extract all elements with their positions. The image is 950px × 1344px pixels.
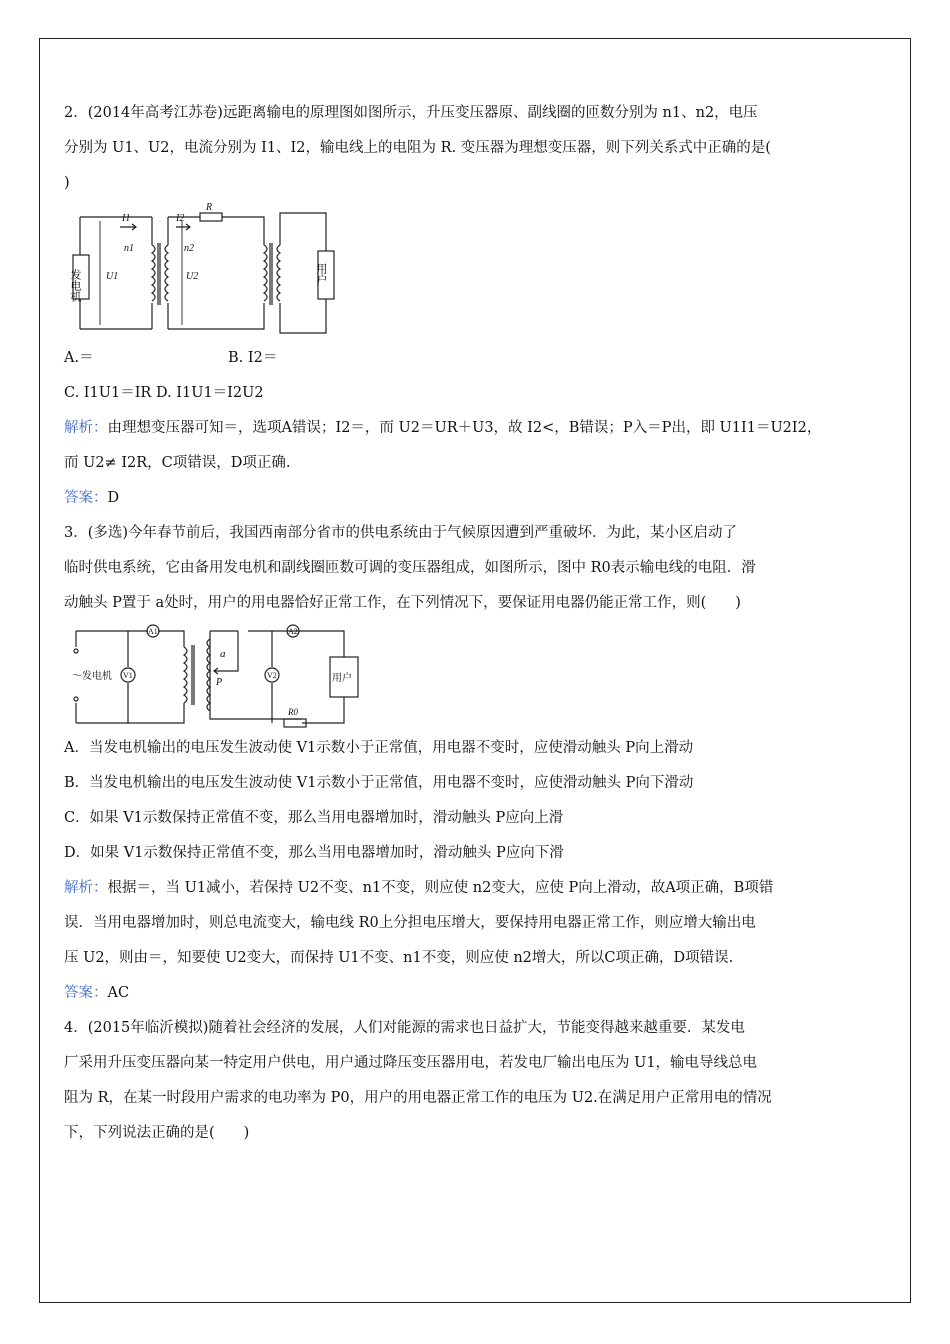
q3-analysis-text1: 根据＝，当 U1减小，若保持 U2不变、n1不变，则应使 n2变大，应使 P向上滑动，故A项正确，B项错 [107, 880, 774, 896]
q3-option-a: A．当发电机输出的电压发生波动使 V1示数小于正常值，用电器不变时，应使滑动触头 P向上滑动 [64, 740, 694, 756]
q3-label-a: a [220, 648, 226, 660]
q2-label-n1: n1 [124, 243, 134, 254]
q2-options-row1 [64, 341, 896, 376]
q3-label-user: 用户 [332, 673, 352, 684]
q2-option-a: A.＝ [64, 350, 94, 366]
q3-label-A1: A1 [148, 627, 158, 636]
q2-answer-label: 答案： [64, 490, 108, 506]
q3-text-line3: 动触头 P置于 a处时，用户的用电器恰好正常工作，在下列情况下，要保证用电器仍能正常工作，则( ) [64, 595, 741, 611]
q2-text-line3: ) [64, 175, 70, 191]
q2-answer-value: D [107, 490, 120, 506]
q2-analysis-label: 解析： [64, 420, 108, 436]
q3-circuit-svg [72, 627, 372, 727]
q2-label-U1: U1 [106, 271, 119, 282]
q3-label-P: P [216, 677, 223, 688]
q4-text-line2: 厂采用升压变压器向某一特定用户供电，用户通过降压变压器用电，若发电厂输出电压为 U1，输电导线总电 [64, 1055, 758, 1071]
q3-analysis-line1 [64, 871, 896, 906]
q3-circuit-diagram [72, 627, 372, 727]
q2-option-b: B. I2＝ [228, 350, 278, 366]
q3-label-V1: V1 [123, 671, 133, 680]
q3-label-A2: A2 [288, 627, 298, 636]
q2-analysis-line2: 而 U2≠ I2R，C项错误，D项正确. [64, 455, 291, 471]
q2-text-line2: 分别为 U1、U2，电流分别为 I1、I2，输电线上的电阻为 R. 变压器为理想变压器，则下列关系式中正确的是( [64, 140, 771, 156]
q2-circuit-diagram [69, 202, 352, 337]
q4-text-line1: 4．(2015年临沂模拟)随着社会经济的发展，人们对能源的需求也日益扩大，节能变得越来越重要．某发电 [64, 1020, 745, 1036]
q3-option-b: B．当发电机输出的电压发生波动使 V1示数小于正常值，用电器不变时，应使滑动触头 P向下滑动 [64, 775, 694, 791]
q2-label-U2: U2 [186, 271, 199, 282]
q4-text-line3: 阻为 R，在某一时段用户需求的电功率为 P0，用户的用电器正常工作的电压为 U2.在满足用户正常用电的情况 [64, 1090, 772, 1106]
q3-analysis-line2: 误．当用电器增加时，则总电流变大，输电线 R0上分担电压增大，要保持用电器正常工作，则应增大输出电 [64, 915, 756, 931]
q3-label-R0: R0 [288, 707, 298, 717]
q3-answer-label: 答案： [64, 985, 108, 1001]
q3-option-d: D．如果 V1示数保持正常值不变，那么当用电器增加时，滑动触头 P应向下滑 [64, 845, 564, 861]
q3-label-V2: V2 [267, 671, 277, 680]
q3-label-generator: ～发电机 [72, 671, 112, 682]
q2-label-user: 用户 [315, 263, 327, 285]
q3-answer [64, 976, 896, 1011]
q3-analysis-label: 解析： [64, 880, 108, 896]
q2-label-R: R [206, 202, 213, 213]
q3-text-line2: 临时供电系统，它由备用发电机和副线圈匝数可调的变压器组成，如图所示，图中 R0表示输电线的电阻．滑 [64, 560, 756, 576]
q2-options-row2: C. I1U1＝IR D. I1U1＝I2U2 [64, 385, 264, 401]
q2-label-I1: I1 [122, 213, 131, 224]
q2-circuit-svg [69, 202, 352, 337]
q2-label-n2: n2 [184, 243, 194, 254]
q2-label-I2: I2 [176, 213, 185, 224]
q3-analysis-line3: 压 U2，则由＝，知要使 U2变大，而保持 U1不变、n1不变，则应使 n2增大，所以C项正确，D项错误. [64, 950, 734, 966]
q3-answer-value: AC [107, 985, 130, 1001]
document-body [64, 96, 896, 1151]
q2-analysis-line1 [64, 411, 896, 446]
q4-text-line4: 下，下列说法正确的是( ) [64, 1125, 250, 1141]
q3-text-line1: 3．(多选)今年春节前后，我国西南部分省市的供电系统由于气候原因遭到严重破坏．为此，某小区启动了 [64, 525, 738, 541]
q2-label-generator: 发电机 [69, 269, 81, 302]
q2-analysis-text1: 由理想变压器可知＝，选项A错误；I2＝，而 U2＝UR＋U3，故 I2<，B错误；P入＝P出，即 U1I1＝U2I2， [107, 420, 822, 436]
q3-option-c: C．如果 V1示数保持正常值不变，那么当用电器增加时，滑动触头 P应向上滑 [64, 810, 564, 826]
q2-answer [64, 481, 896, 516]
q2-text-line1: 2．(2014年高考江苏卷)远距离输电的原理图如图所示，升压变压器原、副线圈的匝数分别为 n1、n2，电压 [64, 105, 758, 121]
